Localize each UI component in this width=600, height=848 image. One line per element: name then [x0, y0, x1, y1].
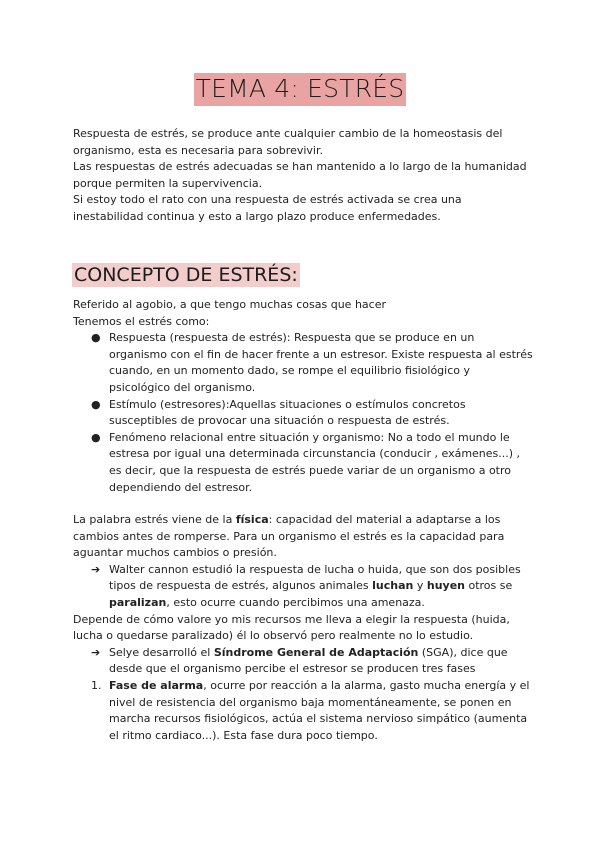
list-item [73, 562, 533, 612]
phases-list [73, 678, 533, 744]
list-item-text: Fenómeno relacional entre situación y organismo: No a todo el mundo le estresa por igual una determinada circunstancia (conducir , exámenes...) , es decir, que la respuesta de estrés puede variar de un organismo a otro dependiendo del estresor. [109, 430, 521, 494]
selye-list [73, 645, 533, 678]
list-item [73, 645, 533, 678]
bullet-icon: ● [91, 430, 101, 444]
text-run: La palabra estrés viene de la [73, 513, 236, 526]
concept-section [73, 297, 533, 496]
list-item [73, 330, 533, 396]
title-container [0, 73, 600, 106]
text-run: , esto ocurre cuando percibimos una amenaza. [166, 595, 425, 609]
bold-term: luchan [372, 579, 414, 593]
list-item [73, 430, 533, 496]
intro-paragraph: Respuesta de estrés, se produce ante cualquier cambio de la homeostasis del organismo, esta es necesaria para sobrevivir. [73, 127, 503, 157]
physics-paragraph: Depende de cómo valore yo mis recursos me lleva a elegir la respuesta (huida, lucha o quedarse paralizado) él lo observó pero realmente no lo estudio. [73, 612, 510, 643]
text-run: Selye desarrolló el [109, 645, 214, 659]
physics-paragraph [73, 512, 533, 562]
arrow-icon: ➔ [91, 562, 101, 576]
concept-line: Tenemos el estrés como: [73, 314, 210, 328]
intro-paragraph: Si estoy todo el rato con una respuesta de estrés activada se crea una inestabilidad continua y esto a largo plazo produce enfermedades. [73, 193, 462, 223]
bold-term: Síndrome General de Adaptación [213, 645, 419, 659]
list-item-text: Estímulo (estresores):Aquellas situaciones o estímulos concretos susceptibles de provocar una situación o respuesta de estrés. [109, 397, 466, 428]
text-run: (SGA), dice que desde que el organismo percibe el estresor se producen tres fases [109, 645, 508, 676]
text-run: Walter cannon estudió la respuesta de lucha o huida, que son dos posibles tipos de respuesta de estrés, algunos animales [109, 562, 521, 593]
physics-section [73, 512, 533, 744]
concept-bullet-list [73, 330, 533, 496]
list-item-text: Respuesta (respuesta de estrés): Respuesta que se produce en un organismo con el fin de hacer frente a un estresor. Existe respuesta al estrés cuando, en un momento dado, se rompe el equilibrio fisiológico y psicológico del organismo. [109, 331, 533, 394]
page-title: TEMA 4: ESTRÉS [194, 73, 407, 106]
list-item [73, 678, 533, 744]
bold-term: Fase de alarma [109, 678, 204, 692]
concept-line: Referido al agobio, a que tengo muchas cosas que hacer [73, 298, 386, 311]
list-item [73, 397, 533, 430]
bold-term: paralizan [109, 595, 167, 609]
bullet-icon: ● [91, 331, 101, 345]
list-number: 1. [91, 678, 102, 692]
text-run: otros se [464, 579, 513, 593]
section-heading: CONCEPTO DE ESTRÉS: [74, 264, 298, 286]
arrow-icon: ➔ [91, 645, 101, 659]
text-run: y [413, 579, 427, 593]
concept-heading-container [72, 263, 300, 287]
text-run: : capacidad del material a adaptarse a los cambios antes de romperse. Para un organismo el estrés es la capacidad para aguantar muchos cambios o presión. [73, 513, 505, 560]
bullet-icon: ● [91, 397, 101, 411]
intro-section [73, 126, 533, 226]
walter-list [73, 562, 533, 612]
bold-term: física [235, 513, 269, 526]
intro-paragraph: Las respuestas de estrés adecuadas se han mantenido a lo largo de la humanidad porque permiten la supervivencia. [73, 160, 527, 190]
text-run: , ocurre por reacción a la alarma, gasto mucha energía y el nivel de resistencia del organismo baja momentáneamente, se ponen en marcha recursos fisiológicos, actúa el sistema nervioso simpático (aumenta el ritmo cardiaco...). Esta fase dura poco tiempo. [109, 678, 530, 742]
bold-term: huyen [426, 579, 465, 593]
